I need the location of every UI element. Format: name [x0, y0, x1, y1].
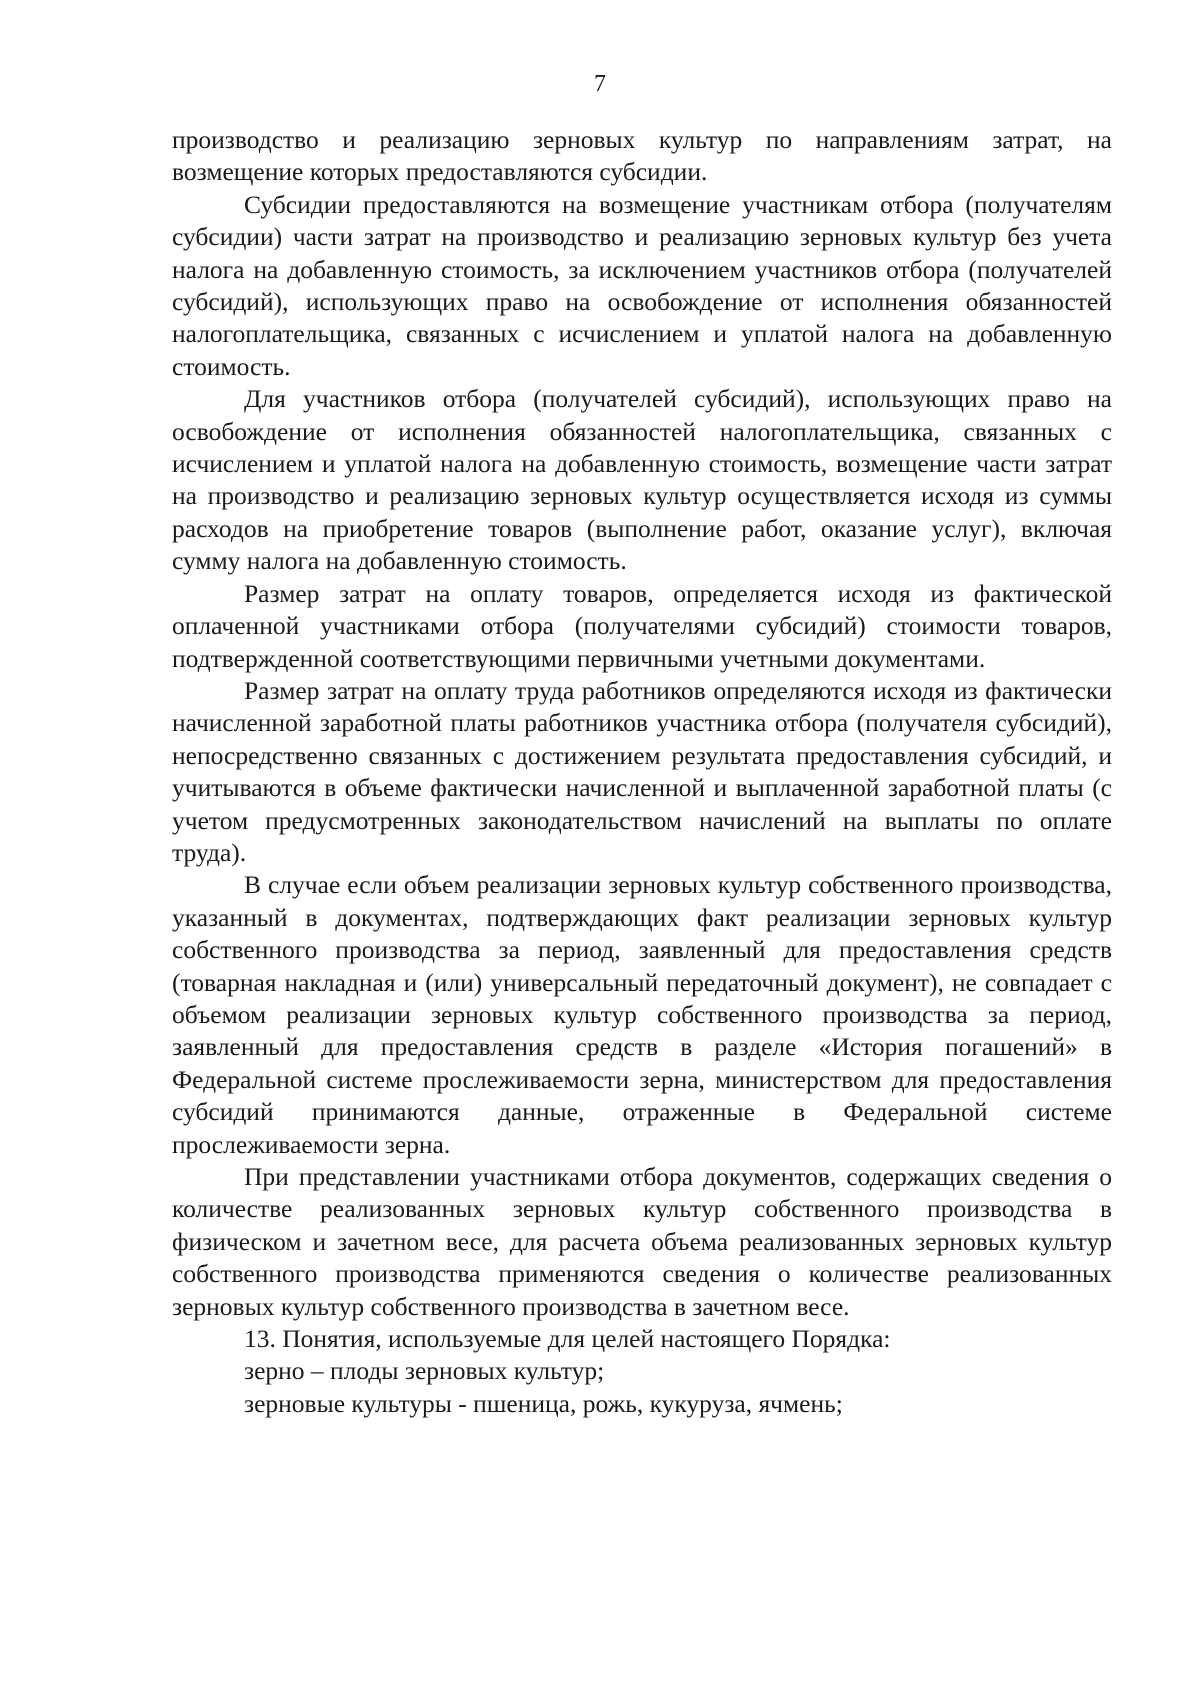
paragraph-volume-mismatch: В случае если объем реализации зерновых культур собственного производства, указанный в документах, подтверждающих факт реализации зерновых культур собственного производства за период, заявленный для предоставления средств (товарная накладная и (или) универсальный передаточный документ), не совпадает с объемом реализации зерновых культур собственного производства за период, заявленный для предоставления средств в разделе «История погашений» в Федеральной системе прослеживаемости зерна, министерством для предоставления субсидий принимаются данные, отраженные в Федеральной системе прослеживаемости зерна. [172, 870, 1112, 1159]
paragraph-weight-data: При представлении участниками отбора документов, содержащих сведения о количестве реализованных зерновых культур собственного производства в физическом и зачетном весе, для расчета объема реализованных зерновых культур собственного производства применяются сведения о количестве реализованных зерновых культур собственного производства в зачетном весе. [172, 1162, 1112, 1321]
definition-grain: зерно – плоды зерновых культур; [244, 1356, 605, 1386]
paragraph-subsidy-purpose: Субсидии предоставляются на возмещение участникам отбора (получателям субсидии) части затрат на производство и реализацию зерновых культур без учета налога на добавленную стоимость, за исключением участников отбора (получателей субсидий), использующих право на освобождение от исполнения обязанностей налогоплательщика, связанных с исчислением и уплатой налога на добавленную стоимость. [172, 189, 1112, 381]
paragraph-vat-exempt: Для участников отбора (получателей субсидий), использующих право на освобождение от исполнения обязанностей налогоплательщика, связанных с исчислением и уплатой налога на добавленную стоимость, возмещение части затрат на производство и реализацию зерновых культур осуществляется исходя из суммы расходов на приобретение товаров (выполнение работ, оказание услуг), включая сумму налога на добавленную стоимость. [172, 384, 1112, 576]
paragraph-goods-costs: Размер затрат на оплату товаров, определяется исходя из фактической оплаченной участниками отбора (получателями субсидий) стоимости товаров, подтвержденной соответствующими первичными учетными документами. [172, 578, 1112, 673]
section-13-heading: 13. Понятия, используемые для целей настоящего Порядка: [244, 1324, 891, 1354]
paragraph-continuation: производство и реализацию зерновых культур по направлениям затрат, на возмещение которых предоставляются субсидии. [172, 125, 1112, 187]
page-number: 7 [594, 71, 606, 97]
document-body [172, 124, 1112, 1420]
definition-grain-crops: зерновые культуры - пшеница, рожь, кукуруза, ячмень; [244, 1388, 843, 1418]
paragraph-labor-costs: Размер затрат на оплату труда работников определяются исходя из фактически начисленной заработной платы работников участника отбора (получателя субсидий), непосредственно связанных с достижением результата предоставления субсидий, и учитываются в объеме фактически начисленной и выплаченной заработной платы (с учетом предусмотренных законодательством начислений на выплаты по оплате труда). [172, 675, 1112, 867]
